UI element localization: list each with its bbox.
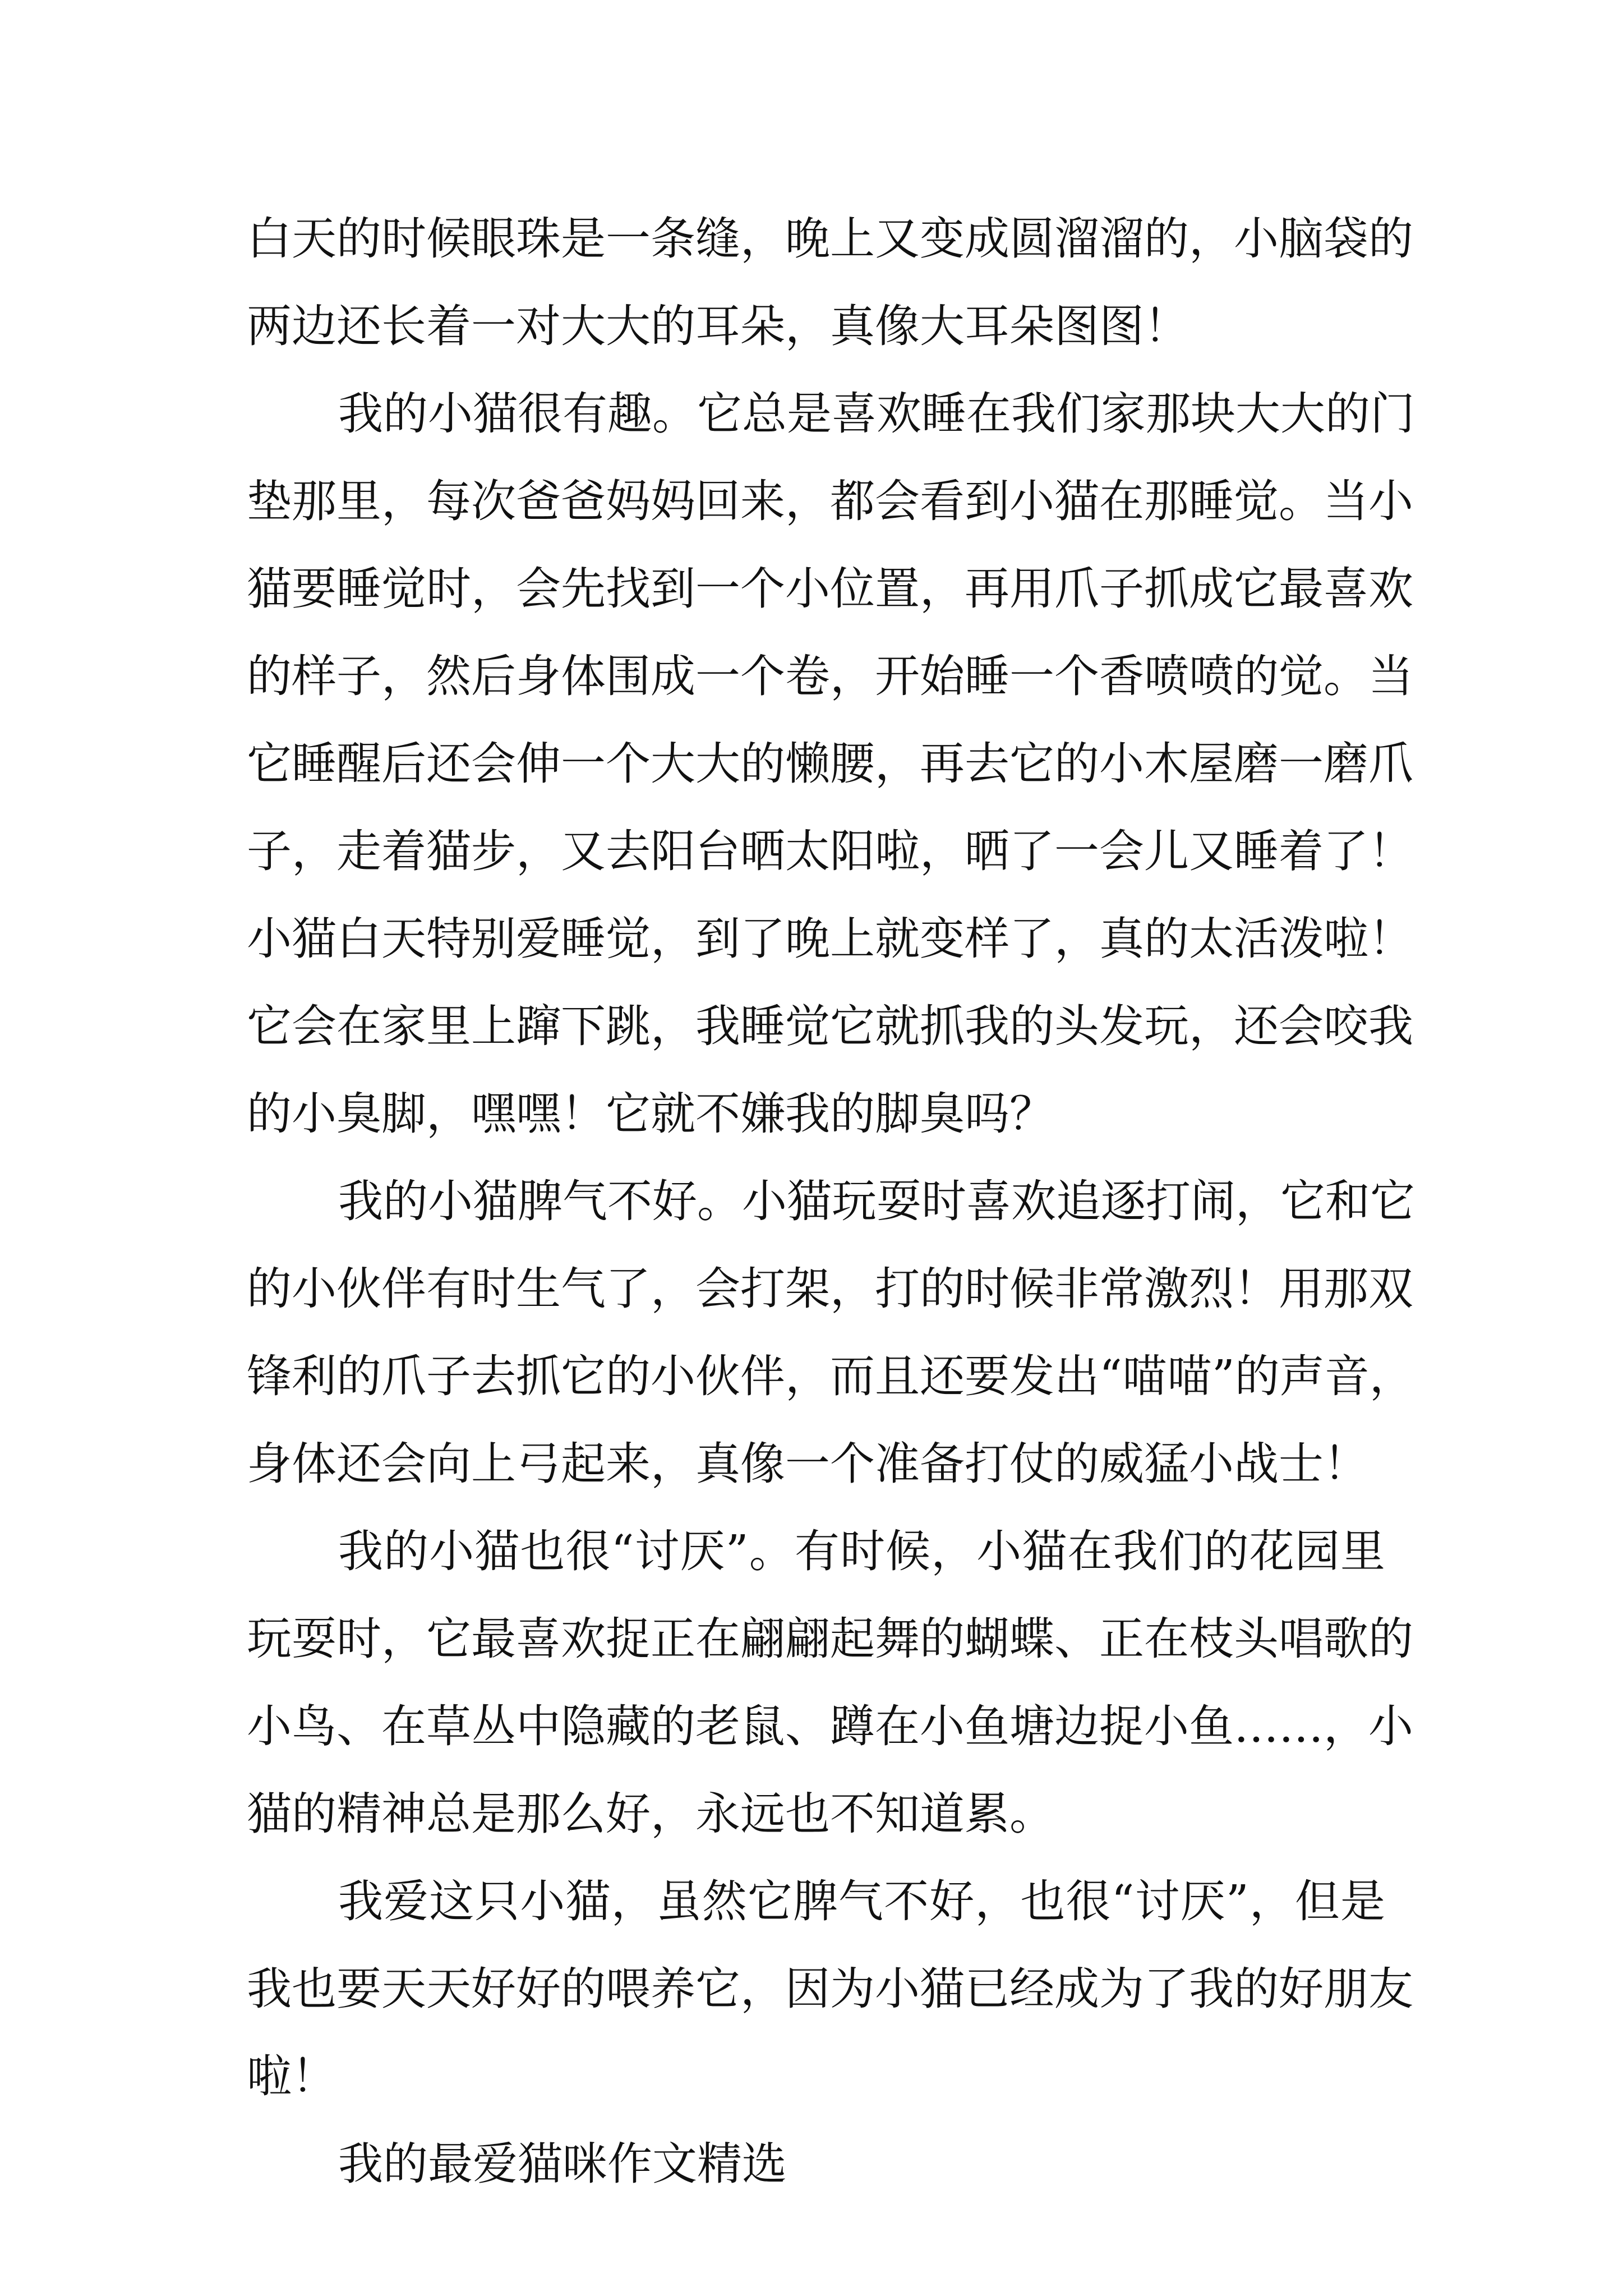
paragraph-2-line-2: 垫那里，每次爸爸妈妈回来，都会看到小猫在那睡觉。当小 <box>247 475 1413 527</box>
text-line-2: 两边还长着一对大大的耳朵，真像大耳朵图图！ <box>247 300 1189 352</box>
paragraph-2-line-1: 我的小猫很有趣。它总是喜欢睡在我们家那块大大的门 <box>338 388 1415 440</box>
paragraph-3-line-3: 锋利的爪子去抓它的小伙伴，而且还要发出“喵喵”的声音， <box>247 1350 1414 1402</box>
paragraph-5-line-1: 我爱这只小猫，虽然它脾气不好，也很“讨厌”，但是 <box>338 1875 1385 1927</box>
paragraph-2-line-9: 的小臭脚，嘿嘿！它就不嫌我的脚臭吗？ <box>247 1088 1054 1140</box>
paragraph-3-line-1: 我的小猫脾气不好。小猫玩耍时喜欢追逐打闹，它和它 <box>338 1175 1415 1227</box>
paragraph-4-line-3: 小鸟、在草丛中隐藏的老鼠、蹲在小鱼塘边捉小鱼……，小 <box>247 1700 1413 1752</box>
paragraph-2-line-7: 小猫白天特别爱睡觉，到了晚上就变样了，真的太活泼啦！ <box>247 913 1413 965</box>
paragraph-2-line-4: 的样子，然后身体围成一个卷，开始睡一个香喷喷的觉。当 <box>247 650 1413 702</box>
paragraph-5-line-2: 我也要天天好好的喂养它，因为小猫已经成为了我的好朋友 <box>247 1963 1413 2015</box>
paragraph-4-line-4: 猫的精神总是那么好，永远也不知道累。 <box>247 1788 1054 1840</box>
paragraph-2-line-8: 它会在家里上蹿下跳，我睡觉它就抓我的头发玩，还会咬我 <box>247 1000 1413 1052</box>
paragraph-3-line-2: 的小伙伴有时生气了，会打架，打的时候非常激烈！用那双 <box>247 1263 1413 1315</box>
paragraph-2-line-5: 它睡醒后还会伸一个大大的懒腰，再去它的小木屋磨一磨爪 <box>247 738 1413 790</box>
text-line-1: 白天的时候眼珠是一条缝，晚上又变成圆溜溜的，小脑袋的 <box>247 213 1413 265</box>
paragraph-2-line-6: 子，走着猫步，又去阳台晒太阳啦，晒了一会儿又睡着了！ <box>247 825 1413 877</box>
paragraph-5-line-3: 啦！ <box>247 2050 336 2102</box>
paragraph-4-line-2: 玩耍时，它最喜欢捉正在翩翩起舞的蝴蝶、正在枝头唱歌的 <box>247 1613 1413 1665</box>
paragraph-2-line-3: 猫要睡觉时，会先找到一个小位置，再用爪子抓成它最喜欢 <box>247 563 1413 615</box>
paragraph-3-line-4: 身体还会向上弓起来，真像一个准备打仗的威猛小战士！ <box>247 1438 1368 1490</box>
paragraph-4-line-1: 我的小猫也很“讨厌”。有时候，小猫在我们的花园里 <box>338 1525 1385 1577</box>
closing-heading: 我的最爱猫咪作文精选 <box>338 2138 787 2190</box>
